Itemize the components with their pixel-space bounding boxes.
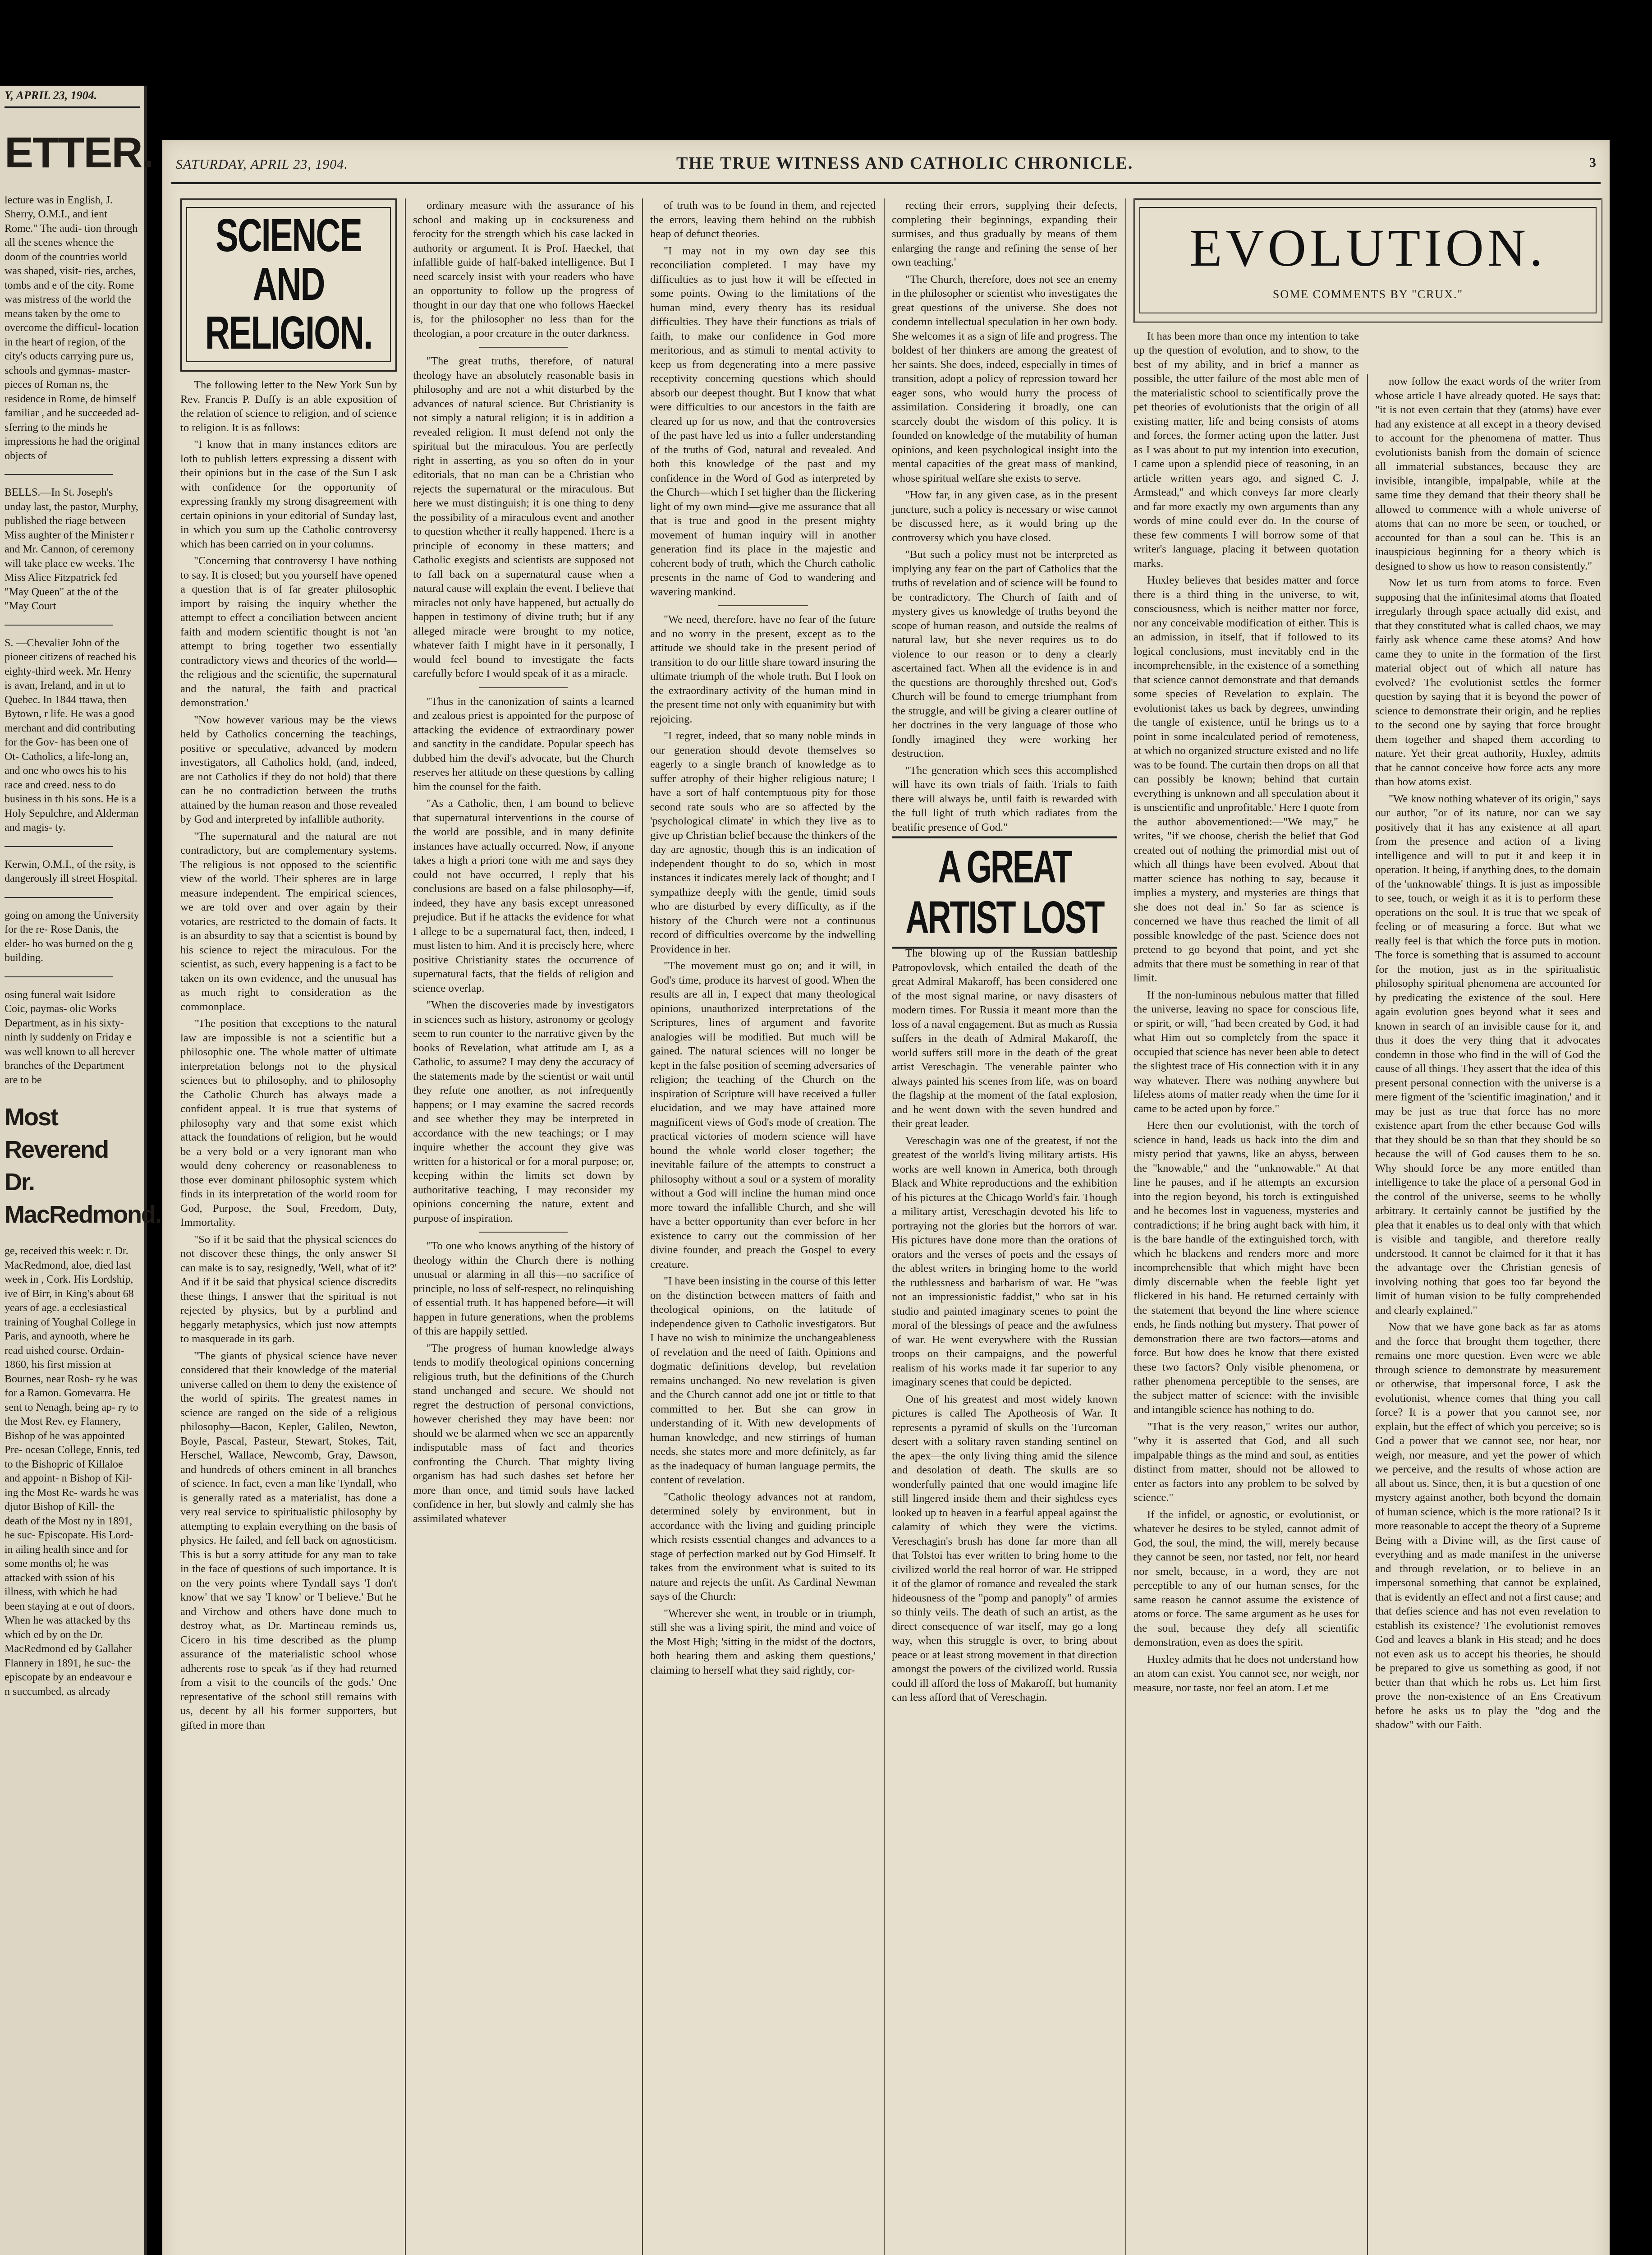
- column-3: [650, 198, 876, 2255]
- paragraph: Huxley believes that besides matter and force there is a third thing in the universe, to wit, consciousness, which is neither matter nor force, nor any conceivable modification of either. This is an admission, in itself, that if followed to its logical conclusions, must inevitably end in the incomprehensible, in the existence of a something that science cannot demonstrate and that demands some species of Revelation to explain. The evolutionist takes us back by degrees, unwinding the tangle of existence, until he brings us to a point in some incalculated period of remoteness, at which no organized structure existed and no life was to be found. The curtain then drops on all that can possibly be known; behind that curtain everything is unknown and all speculation about it is unscientific and unprofitable.' Here I quote from the author abovementioned:—"We may," he writes, "if we choose, cherish the belief that God created out of nothing the primordial mist out of which all things have been evolved. About that matter science has nothing to say, because it implies a mystery, and mysteries are things that she does not deal in.' So far as science is concerned we have thus reached the limit of all possible knowledge of the past. Science does not pretend to go beyond that point, and yet she admits that there must be something in rear of that limit.: [1133, 574, 1359, 984]
- column-rule: [405, 198, 406, 2255]
- prev-page-column: [5, 86, 161, 1699]
- paragraph: "I have been insisting in the course of this letter on the distinction between matters of faith and theological opinions, on the latitude of independence given to Catholic investigators. But I have no wish to minimize the unchangeableness of revelation and the need of faith. Opinions and dogmatic definitions develop, but revelation remains unchanged. No new revelation is given and the Church cannot add one jot or tittle to that committed to her. But she can grow in understanding of it. With new developments of human knowledge, and new stirrings of human needs, she states more and more definitely, as far as the inadequacy of human language permits, the content of revelation.: [650, 1275, 876, 1486]
- paragraph: Now that we have gone back as far as atoms and the force that brought them together, there remains one more question. Even were we able through science to demonstrate by measurement or otherwise, that impersonal force, I ask the evolutionist, whence comes that thing you call force? It is a power that you cannot see, nor explain, but the effect of which you perceive; so is God a power that we cannot see, nor hear, nor weigh, nor measure, and yet the power of which we perceive, and the results of whose action are all about us. Since, then, it is but a question of one mystery against another, both beyond the domain of human science, which is the more rational? Is it more reasonable to accept the theory of a Supreme Being with a Divine will, as the first cause of everything and as made manifest in the universe and through revelation, or to believe in an impersonal something that cannot be explained, that is evidently an effect and not a first cause; and that defies science and has not even revelation to establish its existence? The evolutionist removes God and leaves a blank in His stead; and he does not even ask us to accept his theories, he should be prepared to give us something as good, if not better than that which he robs us. Let him first prove the non-existence of an Ens Creativum before he asks us to play the "dog and the shadow" with our Faith.: [1375, 1321, 1601, 1731]
- prev-text-1: lecture was in English, J. Sherry, O.M.I., and ient Rome." The audi- tion through all the scenes whence the doom of the countries world was shaped, visit- ries, arches, tombs and e of the city. Rome was mistress of the world the means taken by the ome to overcome the difficul- location in the heart of region, of the city's oducts carrying pure us, schools and gymnas- master-pieces of Roman ns, the residence in Rome, de himself familiar , and he succeeded ad- sferring to the minds he impressions he had the original objects of: [5, 194, 140, 462]
- evolution-title-inner: [1139, 207, 1597, 313]
- separator: [479, 347, 568, 348]
- paragraph: recting their errors, supplying their defects, completing their beginnings, expanding their surmises, and thus gradually by means of them enlarging the range and refining the sense of her own teaching.': [892, 199, 1117, 268]
- article-title-evolution: EVOLUTION.: [1189, 218, 1546, 277]
- paragraph: Here then our evolutionist, with the torch of science in hand, leads us back into the dim and misty period that yawns, like an abyss, between the "knowable," and the "unknowable." At that line he pauses, and if he attempts an excursion into the region beyond, his torch is extinguished and he becomes lost in vagueness, mysteries and contradictions; if he bring aught back with him, it is the bare handle of the extinguished torch, with which he blackens and renders more and more incomprehensible that which might have been dimly discernable when the feeble light yet flickered in his hand. He returned certainly with the statement that beyond the line where science ends, he finds nothing but mystery. That power of demonstration there are two factors—atoms and force. But how does he know that there existed these two factors? Only visible phenomena, or rather phenomena perceptible to the senses, are the subject matter of science: with the invisible and intangible science has nothing to do.: [1133, 1119, 1359, 1416]
- paragraph: It has been more than once my intention to take up the question of evolution, and to show, to the best of my ability, and in brief a manner as possible, the utter failure of the most able men of the materialistic school to scientifically prove the pet theories of evolutionists that the origin of all existing matter, life and being consists of atoms and forces, the former acting upon the latter. Just as I was about to put my intention into execution, I came upon a splendid piece of reasoning, in an article written years ago, and signed C. J. Armstead," and which conveys far more clearly and far more exactly my own arguments than any words of mine could ever do. In the course of these few comments I will borrow some of that writer's language, placing it between quotation marks.: [1133, 330, 1359, 570]
- paragraph: now follow the exact words of the writer from whose article I have already quoted. He says that: "it is not even certain that they (atoms) have ever had any existence at all except in a theory devised to account for the phenomena of matter. Thus evolutionists banish from the domain of science all immaterial substances, because they are invisible, intangible, impalpable, while at the same time they demand that their theory shall be allowed to commence with a whole universe of atoms that can no more be seen, or touched, or accounted for than a soul can be. This is an inauspicious beginning for a theory which is designed to show us how to reason consistently.": [1375, 375, 1601, 572]
- newspaper-page: [162, 140, 1610, 2255]
- prev-headline-2a: Most Reverend: [5, 1104, 109, 1163]
- separator: [479, 687, 568, 688]
- paragraph: Now let us turn from atoms to force. Even supposing that the infinitesimal atoms that floated irregularly through space actually did exist, and that they constituted what is called chaos, we may fairly ask whence came these atoms? And how came they to unite in the formation of the first material object out of which all nature has evolved? The evolutionist settles the former question by saying that it is beyond the power of science to demonstrate their origin, and he replies to the second one by saying that force brought them together and shaped them according to nature. Yet their great authority, Huxley, admits that he cannot conceive how force acts any more than how atoms exist.: [1375, 577, 1601, 788]
- prev-page-headline: ETTER.: [5, 128, 153, 177]
- prev-rule: [5, 976, 113, 977]
- paragraph: The following letter to the New York Sun by Rev. Francis P. Duffy is an able exposition of the relation of science to religion, and of science to religion. It is as follows:: [180, 379, 397, 434]
- paragraph: If the non-luminous nebulous matter that filled the universe, leaving no space for conscious life, or spirit, or will, "had been created by God, it had what Him out so completely from the space it occupied that science has never been able to detect the slightest trace of His connection with it in any way whatever. There was nothing anywhere but lifeless atoms of matter ready when the time for it came to be acted upon by force.": [1133, 989, 1359, 1115]
- paragraph: "We need, therefore, have no fear of the future and no worry in the present, except as to the attitude we should take in the present period of transition to do our little share toward insuring the ultimate triumph of the whole truth. But I look on the extraordinary activity of the human mind in the present time not only with equanimity but with rejoicing.: [650, 613, 876, 725]
- column-1: [180, 198, 397, 2255]
- prev-text-2: BELLS.—In St. Joseph's unday last, the pastor, Murphy, published the riage between Miss aughter of the Minister r and Mr. Cannon, of ceremony will take place ew weeks. The Miss Alice Fitzpatrick fed "May Queen" at the of the "May Court: [5, 487, 138, 612]
- prev-rule: [5, 474, 113, 475]
- prev-rule: [5, 625, 113, 626]
- paragraph: The blowing up of the Russian battleship Patropovlovsk, which entailed the death of the great Admiral Makaroff, has been considered one of the most signal marine, or navy disasters of modern times. For Russia it meant more than the loss of a naval engagement. But as much as Russia suffers in the death of Admiral Makaroff, the world suffers still more in the death of the great artist Vereschagin. The venerable painter who always painted his scenes from life, was on board the flagship at the moment of the fatal explosion, and he went down with the seven hundred and their great leader.: [892, 947, 1117, 1130]
- paragraph: "I may not in my own day see this reconciliation completed. I may have my difficulties as to just how it will be effected in some points. Owing to the limitations of the human mind, every theory has its residual difficulties. They have their functions as trials of faith, to make our confidence in God more meritorious, and as stimuli to mental activity to keep us from degenerating into a mere passive receptivity concerning questions which should absorb our deepest thought. But I know that what were difficulties to our ancestors in the faith are cleared up for us now, and that the controversies of the past have led us into a fuller understanding of the truths of God, natural and revealed. And both this knowledge of the past and my confidence in the Word of God as interpreted by the Church—which I set higher than the flickering light of my own mind—give me assurance that all that is true and good in the present mighty movement of human inquiry will in another generation find its place in the majestic and coherent body of truth, which the Church catholic presents in the name of God to wandering and wavering mankind.: [650, 244, 876, 598]
- prev-page-date: Y, APRIL 23, 1904.: [5, 86, 140, 108]
- paragraph: "The giants of physical science have never considered that their knowledge of the material universe called on them to deny the existence of the world of spirits. The greatest names in science are ranged on the side of a religious philosophy—Bacon, Kepler, Galileo, Newton, Boyle, Pascal, Pasteur, Stewart, Stokes, Tait, Herschel, Wallace, Newcomb, Gray, Dawson, and hundreds of others eminent in all branches of science. In fact, even a man like Tyndall, who is generally rated as a materialist, has done a very real service to spiritualistic philosophy by attempting to explain everything on the basis of physics. He failed, and fell back on agnosticism. This is but a sorry attitude for any man to take in the face of questions of such importance. It is on the very points where Tyndall says 'I don't know' that we say 'I know' or 'I believe.' But he and Virchow and others have done much to destroy what, as Dr. Martineau reminds us, Cicero in his time described as the plump assurance of the materialistic school whose adherents rose to speak 'as if they had returned from a visit to the councils of the gods.' One representative of the school still remains with us, decent by all his former supporters, but gifted in more than: [180, 1349, 397, 1731]
- separator: [479, 1232, 568, 1233]
- evolution-byline: SOME COMMENTS BY "CRUX.": [1272, 288, 1464, 301]
- paragraph: "Concerning that controversy I have nothing to say. It is closed; but you yourself have opened a question that is of far greater philosophic import by raising the inquiry whether the attempt to effect a conciliation between ancient faith and modern scientific thought is not 'an attempt to bring together two essentially contradictory views and theories of the world—the religious and the scientific, the supernatural and the natural, the faith and practical demonstration.': [180, 555, 397, 709]
- paragraph: "So if it be said that the physical sciences do not discover these things, the only answer SI can make is to say, resignedly, 'Well, what of it?' And if it be said that physical science discredits these things, I answer that the spiritual is not rejected by physics, but by a purblind and beggarly metaphysics, which just now attempts to masquerade in its garb.: [180, 1233, 397, 1345]
- paragraph: "When the discoveries made by investigators in sciences such as history, astronomy or geology seem to run counter to the narrative given by the books of Revelation, what attitude am I, as a Catholic, to assume? I may deny the accuracy of the statements made by the scientist or wait until they refute one another, as not infrequently happens; or I may examine the sacred records and see whether they may be interpreted in accordance with the new teachings; or I may inquire whether the account they give was written for a historical or for a moral purpose; or, keeping within the limits set down by authoritative teaching, I may reconsider my opinions concerning the nature, extent and purpose of inspiration.: [413, 999, 634, 1224]
- column-rule: [1367, 374, 1368, 2255]
- prev-text-3: S. —Chevalier John of the pioneer citizens of reached his eighty-third week. Mr. Henry is avan, Ireland, and in ut to Quebec. In 1844 ttawa, then Bytown, r life. He was a good merchant and did contributing for the Gov- has been one of Ot- Catholics, a life-long an, and one who owes his to his race and creed. ness to do business in th his sons. He is a Holy Sepulchre, and Alderman and magis- ty.: [5, 637, 139, 833]
- paragraph: "Thus in the canonization of saints a learned and zealous priest is appointed for the purpose of attacking the evidence of extraordinary power and sanctity in the candidate. Popular speech has dubbed him the devil's advocate, but the Church reserves her attitude on these questions by calling him the counsel for the faith.: [413, 695, 634, 793]
- column-4: [892, 198, 1117, 2255]
- paragraph: "Now however various may be the views held by Catholics concerning the teachings, positive or speculative, advanced by modern investigators, all Catholics hold, (and, indeed, are not Catholics if they do not hold) that there can be no contradiction between the truths attained by the human reason and those revealed by God and interpreted by infallible authority.: [180, 713, 397, 825]
- column-rule: [884, 198, 885, 2255]
- paragraph: "The generation which sees this accomplished will have its own trials of faith. Trials to faith there will always be, until faith is rewarded with the full light of truth which radiates from the beatific presence of God.": [892, 764, 1117, 833]
- masthead: THE TRUE WITNESS AND CATHOLIC CHRONICLE.: [676, 154, 1133, 173]
- paragraph: "Catholic theology advances not at random, determined solely by environment, but in accordance with the living and guiding principle which resists essential changes and advances to a stage of perfection marked out by God Himself. It takes from the environment what is suited to its nature and rejects the unfit. As Cardinal Newman says of the Church:: [650, 1491, 876, 1602]
- paragraph: One of his greatest and most widely known pictures is called The Apotheosis of War. It represents a pyramid of skulls on the Turcoman desert with a solitary raven standing sentinel on the apex—the only living thing amid the silence and desolation of death. The skulls are so wonderfully painted that one would imagine life still lingered inside them and their sightless eyes looked up to heaven in a fearful appeal against the calamity of which they were the victims. Vereschagin's brush has done far more than all that Tolstoi has ever written to bring home to the civilized world the real horror of war. He stripped it of the glamor of romance and revealed the stark hideousness of the "pomp and panoply" of armies so thinly veils. The death of such an artist, as the direct consequence of war itself, may go a long way, when this struggle is over, to bring about peace or at least strong movement in that direction amongst the powers of the civilized world. Russia could ill afford the loss of Makaroff, but humanity can less afford that of Vereschagin.: [892, 1393, 1117, 1703]
- column-2: [413, 198, 634, 2255]
- article-title-science-religion: SCIENCE AND RELIGION.: [205, 209, 372, 359]
- paragraph: "As a Catholic, then, I am bound to believe that supernatural interventions in the course of the world are possible, and in many definite instances have actually occurred. Now, if anyone takes a high a priori tone with me and says they could not have occurred, I reply that his conclusions are based on a false philosophy—if, indeed, they have any basis except unreasoned prejudice. But if he attacks the evidence for what I allege to be a supernatural fact, then, indeed, I must listen to him. And it is precisely here, where positive Christianity states the occurrence of supernatural facts, that the fields of religion and science overlap.: [413, 797, 634, 994]
- paragraph: "I regret, indeed, that so many noble minds in our generation should devote themselves so eagerly to a single branch of knowledge as to suffer atrophy of their higher religious nature; I have a sort of half contemptuous pity for those second rate souls who are so affected by the 'psychological climate' in which they live as to give up Christian belief because the thinkers of the day are agnostic, though this is an indication of independent thought to do so, which in most instances it indicates merely lack of thought; and I sympathize deeply with the gentle, timid souls who are disturbed by every difficulty, as if the history of the Church were not a continuous record of difficulties overcome by the indwelling Providence in her.: [650, 730, 876, 955]
- prev-page-headline-2: [5, 1101, 161, 1231]
- paragraph: "The great truths, therefore, of natural theology have an absolutely reasonable basis in philosophy and are not a whit disturbed by the advances of natural science. But Christianity is not simply a natural religion; it is in addition a revealed religion. It must defend not only the spiritual but the miraculous. You are perfectly right in asserting, as you so often do in your editorials, that no man can be a Christian who rejects the supernatural or the miraculous. But here we must distinguish; it is one thing to deny the possibility of a miraculous event and another to question whether it really happened. There is a principle of economy in these matters; and Catholic exegists and scientists are supposed not to fall back on a supernatural cause when a natural cause will explain the event. I believe that miracles not only have happened, but actually do happen in testimony of divine truth; but if any alleged miracle were brought to my notice, whatever faith I might have in it personally, I would feel bound to investigate the facts carefully before I would speak of it as a miracle.: [413, 355, 634, 680]
- paragraph: "The progress of human knowledge always tends to modify theological opinions concerning religious truth, but the definitions of the Church stand unchanged and secure. We should not regret the destruction of personal convictions, however cherished they may have been: nor should we be alarmed when we see an apparently indisputable mass of fact and theories confronting the Church. That mighty living organism has had such dashes set before her more than once, and timid souls have lacked confidence in her, but slowly and calmly she has assimilated whatever: [413, 1342, 634, 1525]
- paragraph: of truth was to be found in them, and rejected the errors, leaving them behind on the rubbish heap of defunct theories.: [650, 199, 876, 240]
- column-rule: [1125, 198, 1126, 2255]
- prev-text-7: ge, received this week: r. Dr. MacRedmond, aloe, died last week in , Cork. His Lordship, ive of Birr, in King's about 68 years of age. a ecclesiastical training of Youghal College in Paris, and aynooth, where he read uished course. Ordain- 1860, his first mission at Bournes, near Rosh- ry he was for a Ramon. Gomevarra. He sent to Nenagh, being ap- ry to the Most Rev. ey Flannery, Bishop of he was appointed Pre- ocesan College, Ennis, ted to the Bishopric of Killaloe and appoint- n Bishop of Kil- ing the Most Re- wards he was djutor Bishop of Kill- the death of the Most ny in 1891, he suc- Episcopate. His Lord- in ailing health since and for some months ol; he was attacked with ssion of his illness, with which he had been staying at e out of doors. When he was attacked by ths which ed by on the Dr. MacRedmond ed by Gallaher Flannery in 1891, he suc- the episcopate by an endeavour e n succumbed, as already: [5, 1245, 140, 1698]
- column-rule: [642, 198, 643, 2255]
- paragraph: "We know nothing whatever of its origin," says our author, "or of its nature, nor can we say positively that it has any existence at all apart from the presence and action of a living intelligence and will to put it and keep it in operation. It being, if anything does, to the domain of the 'unknowable' things. It is just as impossible to see, touch, or weigh it as it is to perform these operations on the soul. It is true that we speak of feeling or of measuring a force. But what we really feel is that which the force puts in motion. The force is something that is assumed to account for the motion, just as in the spiritualistic philosophy spiritual phenomena are accounted for by predicating the existence of the soul. Here again evolution goes beyond what it sees and known in search of an invisible cause for it, and thus it does the very thing that it advocates condemn in those who find in the will of God the cause of all things. They assert that the idea of this present personal connection with the universe is a mere figment of the 'scientific imagination,' and it may be just as true that force has no more existence apart from the ether because God wills that they should be so than that they should be so because the will of God causes them to be so. Why should force be any more entitled than intelligence to take the place of a personal God in the control of the universe, seems to be wholly arbitrary. It certainly cannot be justified by the plea that it enables us to deal only with that which is visible and tangible, and therefore really understood. It cannot be claimed for it that it has the advantage over the Christian genesis of involving nothing that goes too far beyond the limit of human vision to be fully comprehended and clearly explained.": [1375, 792, 1601, 1316]
- science-title-inner: [186, 207, 391, 362]
- paragraph: "That is the very reason," writes our author, "why it is asserted that God, and all such impalpable things as the mind and soul, as entities distinct from matter, should not be allowed to enter as factors into any problem to be solved by science.": [1133, 1420, 1359, 1504]
- paragraph: "But such a policy must not be interpreted as implying any fear on the part of Catholics that the truths of revelation and of science will be found to be contradictory. The Church of faith and of mystery gives us knowledge of truths beyond the scope of human reason, and outside the realms of natural law, but she never requires us to do violence to our reason or to deny a clearly ascertained fact. When all the evidence is in and the questions are thoroughly threshed out, God's Church will be found to emerge triumphant from the struggle, and will be giving a clearer outline of her doctrines in the very language of those who fondly imagined they were working her destruction.: [892, 548, 1117, 759]
- header-date: SATURDAY, APRIL 23, 1904.: [176, 157, 348, 172]
- paragraph: "The Church, therefore, does not see an enemy in the philosopher or scientist who investigates the great questions of the universe. She does not condemn intellectual speculation in her own body. She welcomes it as a sign of life and progress. The boldest of her thinkers are among the greatest of her saints. She does, indeed, especially in times of transition, adopt a policy of repression toward her eager sons, who would hurry the process of assimilation. Considering it broadly, one can scarcely doubt the wisdom of this policy. It is founded on knowledge of the mutability of human opinions, and keen psychological insight into the mental capacities of the great mass of mankind, whose spiritual welfare she exists to serve.: [892, 273, 1117, 484]
- prev-text-4: Kerwin, O.M.I., of the rsity, is dangerously ill street Hospital.: [5, 858, 138, 884]
- paragraph: "The movement must go on; and it will, in God's time, produce its harvest of good. When the results are all in, I expect that many theological opinions, unauthorized interpretations of the Scriptures, lines of argument and favorite analogies will be modified. But much will be gained. The natural sciences will no longer be kept in the false position of seeming adversaries of religion; the teaching of the Church on the inspiration of Scripture will have received a fuller elucidation, and we may have attained more magnificent views of God's mode of creation. The practical victories of modern science will have bound the whole world closer together; the inevitable failure of the attempts to construct a philosophy without a soul or a system of morality without a God will incline the human mind once more toward the infallible Church, and she will have a better opportunity than ever before in her existence to carry out the commission of her divine founder, and preach the Gospel to every creature.: [650, 960, 876, 1270]
- article-title-great-artist-lost: A GREAT ARTIST LOST: [892, 836, 1117, 948]
- paragraph: "How far, in any given case, as in the present juncture, such a policy is necessary or wise cannot be discussed here, as it would bring up the controversy which you have closed.: [892, 489, 1117, 544]
- paragraph: If the infidel, or agnostic, or evolutionist, or whatever he desires to be styled, cannot admit of God, the soul, the mind, the will, merely because they cannot be seen, nor tasted, nor felt, nor heard nor smelt, because, in a word, they are not perceptible to any of our human senses, for the same reason he cannot assume the existence of atoms or force. The same argument as he uses for the soul, because they defy all scientific demonstration, even as does the spirit.: [1133, 1508, 1359, 1648]
- prev-text-6: osing funeral wait Isidore Coic, paymas- olic Works Department, as in his sixty-ninth ly suddenly on Friday e was well known to all herever branches of the Department are to be: [5, 989, 135, 1086]
- evolution-title-box: [1133, 198, 1602, 323]
- paragraph: "The supernatural and the natural are not contradictory, but are complementary systems. The religious is not opposed to the scientific view of the world. Their spheres are in large measure independent. The empirical sciences, we are told over and over again by their votaries, are restricted to the domain of facts. It is an absurdity to say that a scientist is bound by his science to reject the miraculous. For the scientist, as such, every happening is a fact to be taken on its own evidence, and the unusual has as much right to consideration as the commonplace.: [180, 830, 397, 1013]
- paragraph: "Wherever she went, in trouble or in triumph, still she was a living spirit, the mind and voice of the Most High; 'sitting in the midst of the doctors, both hearing them and asking them questions,' claiming to herself what they said rightly, cor-: [650, 1607, 876, 1676]
- paragraph: "The position that exceptions to the natural law are impossible is not a scientific but a philosophic one. The whole matter of ultimate interpretation belongs not to the physical sciences but to philosophy, and to philosophy the Catholic Church has always made a confident appeal. It is true that systems of philosophy vary and that some exist which attack the foundations of religion, but he would be a very bold or a very ignorant man who would deny coherency or reasonableness to those ever dominant philosophic system which finds in its interpretation of the world room for God, Purpose, the Soul, Freedom, Duty, Immortality.: [180, 1017, 397, 1229]
- paragraph: ordinary measure with the assurance of his school and making up in cocksureness and ferocity for the strength which his case lacked in authority or argument. It is Prof. Haeckel, that infallible guide of half-baked intelligence. But I need scarcely insist with your readers who have an opportunity to follow up the progress of thought in our day that one who follows Haeckel is, for the philosopher no less than for the theologian, a poor creature in the outer darkness.: [413, 199, 634, 340]
- column-6: [1375, 374, 1601, 2255]
- paragraph: Vereschagin was one of the greatest, if not the greatest of the world's living military artists. His works are well known in America, both through Black and White reproductions and the exhibition of his pictures at the Chicago World's fair. Though a military artist, Vereschagin devoted his life to portraying not the glories but the horrors of war. His pictures have done more than the orations of orators and the verses of poets and the essays of the ablest writers in bringing home to the world the ruthlessness and barbarism of war. He "was not an impressionistic faddist," who sat in his studio and painted imaginary scenes to point the moral of the blessings of peace and the awfulness of war. He went everywhere with the Russian troops on their campaigns, and the powerful realism of his works made it far superior to any imaginary scenes that could be depicted.: [892, 1134, 1117, 1388]
- prev-rule: [5, 897, 113, 898]
- paragraph: "To one who knows anything of the history of theology within the Church there is nothing unusual or alarming in all this—no sacrifice of principle, no loss of self-respect, no relinquishing of essential truth. It has happened before—it will happen in future generations, when the problems of this are happily settled.: [413, 1240, 634, 1337]
- paragraph: "I know that in many instances editors are loth to publish letters expressing a dissent with their opinions but in the case of the Sun I ask with confidence for the opportunity of expressing frankly my strong disagreement with certain opinions in your editorial of Sunday last, in which you sum up the Catholic controversy which has been carried on in your columns.: [180, 438, 397, 550]
- page-number: 3: [1589, 155, 1596, 170]
- prev-rule: [5, 846, 113, 847]
- prev-headline-2b: Dr. MacRedmond.: [5, 1169, 161, 1228]
- science-title-box: [180, 198, 397, 372]
- previous-page-strip: [0, 86, 161, 2255]
- prev-text-5: going on among the University for the re- Rose Danis, the elder- ho was burned on the g building.: [5, 909, 139, 964]
- separator: [718, 605, 808, 606]
- page-header: [171, 151, 1601, 184]
- paragraph: Huxley admits that he does not understand how an atom can exist. You cannot see, nor weigh, nor measure, nor taste, nor feel an atom. Let me: [1133, 1653, 1359, 1694]
